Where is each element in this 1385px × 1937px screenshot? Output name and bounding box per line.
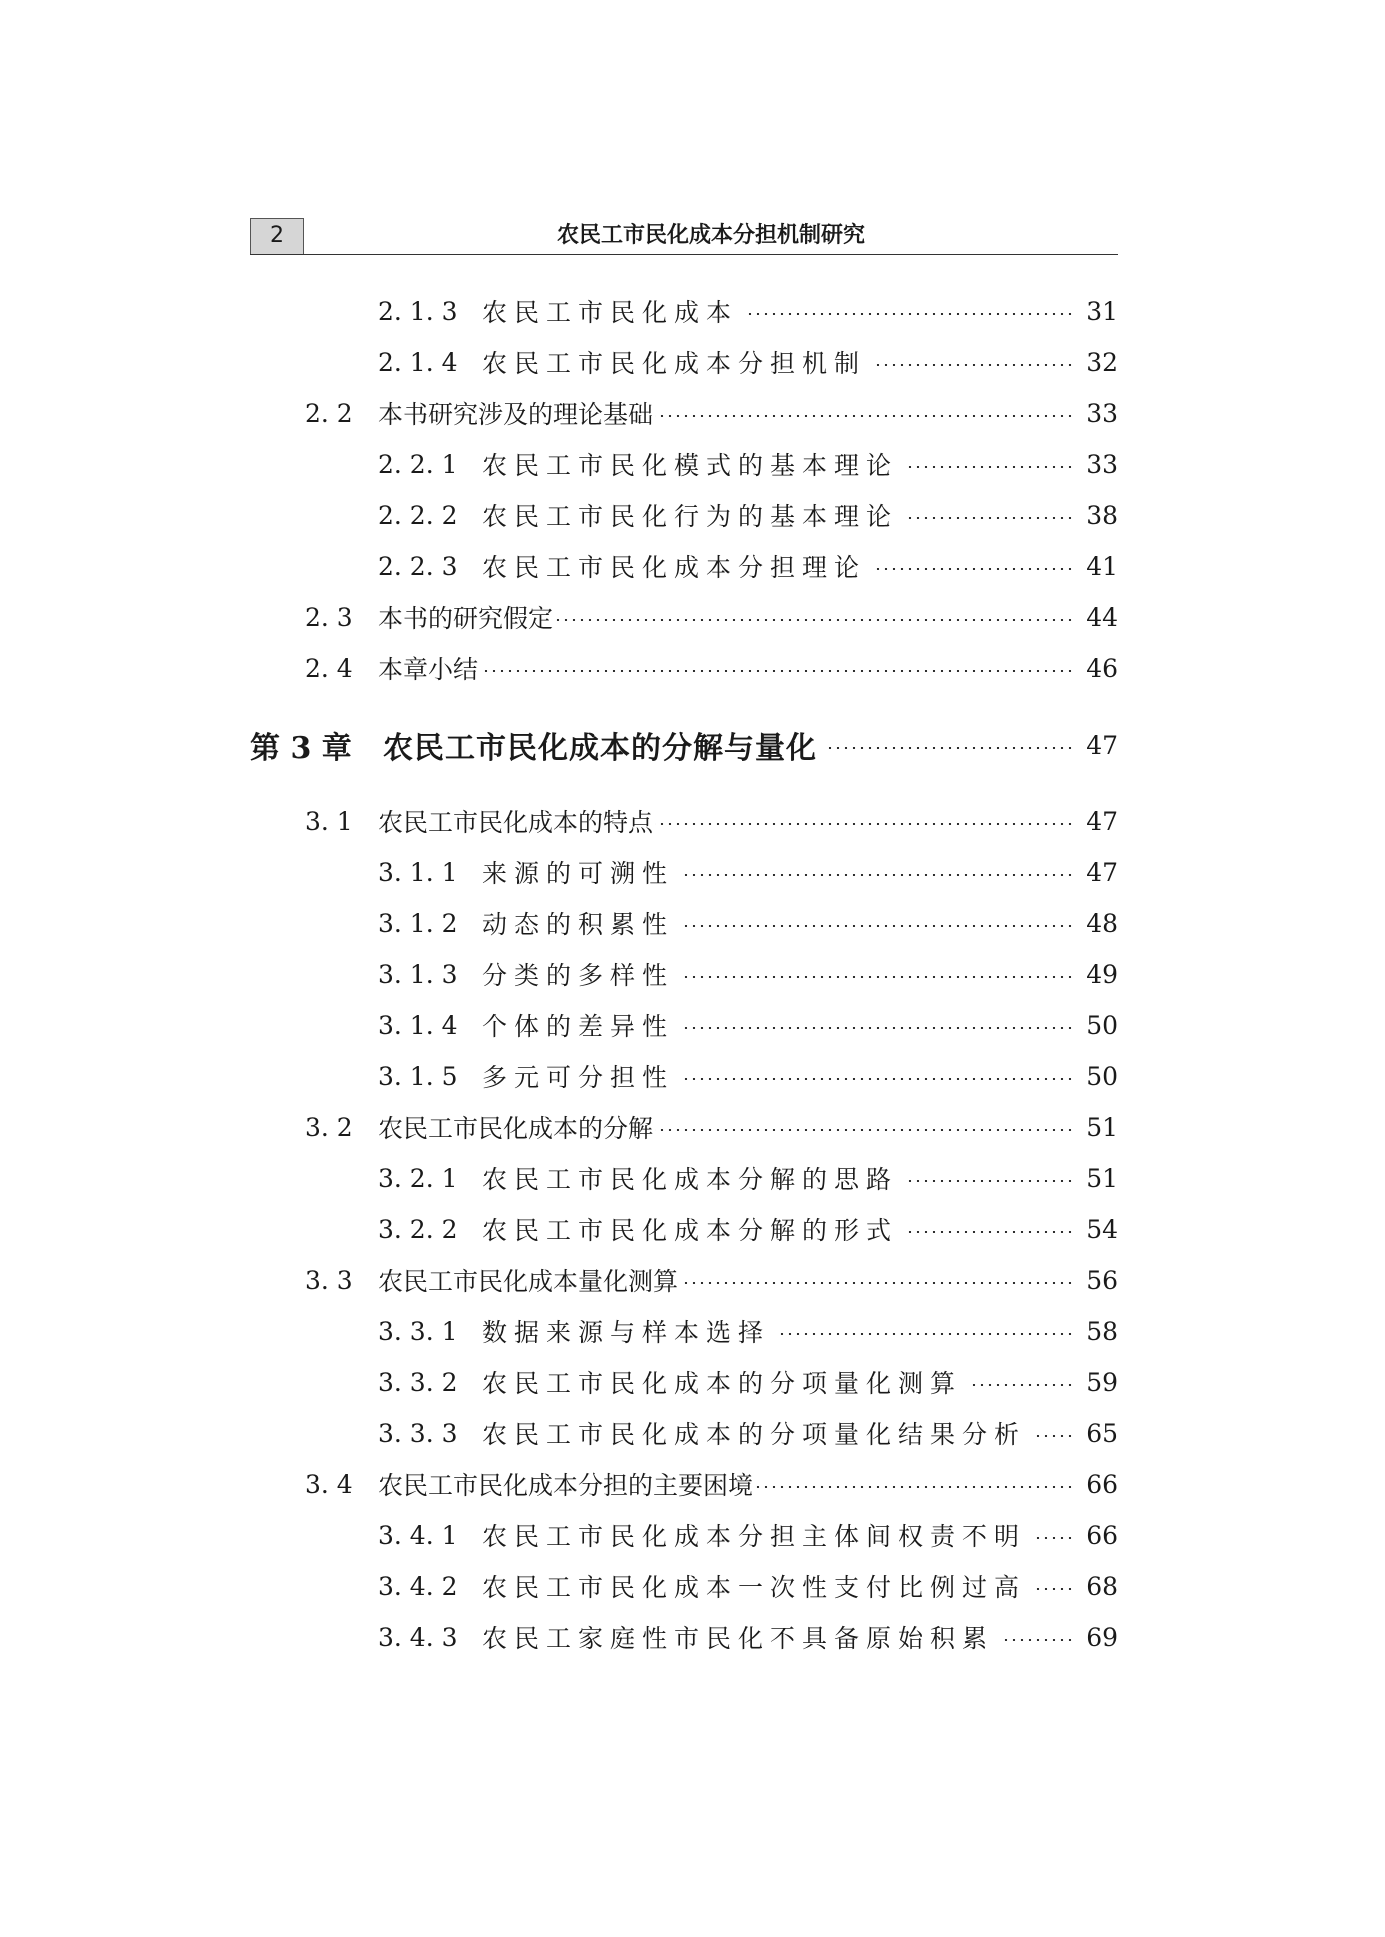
toc-entry[interactable] — [378, 444, 1118, 484]
section-title: 数据来源与样本选择 — [482, 1318, 771, 1347]
dot-leader — [655, 823, 1074, 825]
section-number: 3. 1. 4 — [378, 1010, 458, 1040]
page-ref: 49 — [1086, 959, 1118, 989]
section-title: 农民工市民化成本分担机制 — [482, 349, 867, 378]
dot-leader — [827, 747, 1074, 749]
book-title: 农民工市民化成本分担机制研究 — [556, 223, 865, 248]
toc-entry[interactable] — [305, 648, 1118, 688]
dot-leader — [684, 976, 1074, 978]
toc-entry[interactable] — [378, 852, 1118, 892]
page-ref: 56 — [1086, 1265, 1118, 1295]
toc-entry[interactable] — [378, 1362, 1118, 1402]
page-ref: 69 — [1086, 1622, 1118, 1652]
toc-entry[interactable] — [378, 342, 1118, 382]
section-number: 3. 4. 3 — [378, 1622, 458, 1652]
page-ref: 58 — [1086, 1316, 1118, 1346]
section-number: 2. 1. 4 — [378, 347, 458, 377]
toc-entry[interactable] — [378, 1158, 1118, 1198]
running-header — [250, 218, 1118, 255]
section-title: 农民工市民化成本分担的主要困境 — [378, 1471, 754, 1500]
page-ref: 31 — [1086, 296, 1118, 326]
section-title: 分类的多样性 — [482, 961, 675, 990]
section-title: 农民工市民化成本分担主体间权责不明 — [482, 1522, 1027, 1551]
page-ref: 51 — [1086, 1163, 1118, 1193]
dot-leader — [908, 1231, 1074, 1233]
dot-leader — [684, 1078, 1074, 1080]
section-number: 2. 2. 3 — [378, 551, 458, 581]
section-title: 本书研究涉及的理论基础 — [378, 400, 654, 429]
section-number: 3. 2. 1 — [378, 1163, 458, 1193]
section-number: 3. 3 — [305, 1265, 353, 1295]
section-title: 农民工市民化成本分解的形式 — [482, 1216, 899, 1245]
dot-leader — [1036, 1435, 1074, 1437]
page-ref: 38 — [1086, 500, 1118, 530]
section-number: 2. 1. 3 — [378, 296, 458, 326]
toc-entry[interactable] — [305, 801, 1118, 841]
section-number: 3. 2. 2 — [378, 1214, 458, 1244]
page-ref: 33 — [1086, 398, 1118, 428]
toc-entry[interactable] — [378, 546, 1118, 586]
section-number: 2. 4 — [305, 653, 353, 683]
section-title: 农民工市民化行为的基本理论 — [482, 502, 899, 531]
section-title: 个体的差异性 — [482, 1012, 675, 1041]
toc-entry[interactable] — [305, 1464, 1118, 1504]
toc-entry[interactable] — [378, 1209, 1118, 1249]
dot-leader — [1036, 1537, 1074, 1539]
toc-entry[interactable] — [305, 597, 1118, 637]
section-number: 3. 1 — [305, 806, 353, 836]
section-number: 3. 3. 3 — [378, 1418, 458, 1448]
dot-leader — [680, 1282, 1074, 1284]
toc-entry[interactable] — [378, 1311, 1118, 1351]
dot-leader — [876, 568, 1074, 570]
section-title: 农民工市民化成本的分项量化结果分析 — [482, 1420, 1027, 1449]
page-ref: 68 — [1086, 1571, 1118, 1601]
section-title: 农民工市民化成本的特点 — [378, 808, 654, 837]
toc-entry[interactable] — [378, 291, 1118, 331]
section-number: 2. 2 — [305, 398, 353, 428]
page-number: 2 — [250, 218, 304, 254]
section-number: 3. 2 — [305, 1112, 353, 1142]
toc-entry[interactable] — [378, 1617, 1118, 1657]
section-title: 动态的积累性 — [482, 910, 675, 939]
dot-leader — [655, 415, 1074, 417]
toc-entry[interactable] — [378, 1515, 1118, 1555]
dot-leader — [684, 874, 1074, 876]
toc-entry[interactable] — [378, 954, 1118, 994]
section-number: 3. 1. 3 — [378, 959, 458, 989]
page-ref: 47 — [1086, 730, 1118, 760]
section-number: 3. 1. 1 — [378, 857, 458, 887]
page-ref: 47 — [1086, 857, 1118, 887]
page-ref: 59 — [1086, 1367, 1118, 1397]
section-title: 农民工市民化成本量化测算 — [378, 1267, 679, 1296]
section-title: 本章小结 — [378, 655, 479, 684]
toc-entry[interactable] — [378, 1005, 1118, 1045]
page-ref: 33 — [1086, 449, 1118, 479]
dot-leader — [1036, 1588, 1074, 1590]
toc-entry[interactable] — [305, 1260, 1118, 1300]
page-ref: 51 — [1086, 1112, 1118, 1142]
dot-leader — [908, 517, 1074, 519]
dot-leader — [1004, 1639, 1074, 1641]
section-number: 2. 2. 1 — [378, 449, 458, 479]
section-number: 3. 1. 5 — [378, 1061, 458, 1091]
section-title: 农民工市民化成本的分解 — [378, 1114, 654, 1143]
dot-leader — [780, 1333, 1074, 1335]
section-title: 农民工市民化成本的分项量化测算 — [482, 1369, 963, 1398]
page-ref: 50 — [1086, 1010, 1118, 1040]
toc-entry[interactable] — [378, 903, 1118, 943]
section-number: 3. 4 — [305, 1469, 353, 1499]
section-title: 农民工市民化成本 — [482, 298, 739, 327]
section-title: 农民工家庭性市民化不具备原始积累 — [482, 1624, 995, 1653]
dot-leader — [748, 313, 1074, 315]
dot-leader — [908, 466, 1074, 468]
toc-entry[interactable] — [305, 393, 1118, 433]
page-ref: 54 — [1086, 1214, 1118, 1244]
section-title: 本书的研究假定 — [378, 604, 554, 633]
section-number: 2. 3 — [305, 602, 353, 632]
dot-leader — [755, 1486, 1074, 1488]
toc-entry[interactable] — [378, 1056, 1118, 1096]
chapter-title: 农民工市民化成本的分解与量化 — [383, 731, 817, 766]
dot-leader — [972, 1384, 1074, 1386]
dot-leader — [684, 1027, 1074, 1029]
page-ref: 50 — [1086, 1061, 1118, 1091]
dot-leader — [908, 1180, 1074, 1182]
section-number: 3. 3. 1 — [378, 1316, 458, 1346]
dot-leader — [655, 1129, 1074, 1131]
page-ref: 47 — [1086, 806, 1118, 836]
page-ref: 46 — [1086, 653, 1118, 683]
page-ref: 66 — [1086, 1520, 1118, 1550]
section-title: 农民工市民化成本分解的思路 — [482, 1165, 899, 1194]
section-number: 3. 4. 2 — [378, 1571, 458, 1601]
page-ref: 32 — [1086, 347, 1118, 377]
toc-entry[interactable] — [378, 495, 1118, 535]
toc-entry[interactable] — [378, 1566, 1118, 1606]
page-ref: 66 — [1086, 1469, 1118, 1499]
section-title: 农民工市民化模式的基本理论 — [482, 451, 899, 480]
page-ref: 41 — [1086, 551, 1118, 581]
section-number: 2. 2. 2 — [378, 500, 458, 530]
dot-leader — [876, 364, 1074, 366]
section-number: 3. 3. 2 — [378, 1367, 458, 1397]
page-ref: 48 — [1086, 908, 1118, 938]
dot-leader — [684, 925, 1074, 927]
section-number: 3. 4. 1 — [378, 1520, 458, 1550]
dot-leader — [555, 619, 1074, 621]
toc-entry[interactable] — [378, 1413, 1118, 1453]
dot-leader — [480, 670, 1074, 672]
toc-entry[interactable] — [305, 1107, 1118, 1147]
toc-chapter-entry[interactable] — [250, 720, 1118, 770]
section-title: 农民工市民化成本一次性支付比例过高 — [482, 1573, 1027, 1602]
section-number: 3. 1. 2 — [378, 908, 458, 938]
page-ref: 44 — [1086, 602, 1118, 632]
page-ref: 65 — [1086, 1418, 1118, 1448]
chapter-number: 第 3 章 — [250, 731, 352, 766]
section-title: 多元可分担性 — [482, 1063, 675, 1092]
section-title: 农民工市民化成本分担理论 — [482, 553, 867, 582]
section-title: 来源的可溯性 — [482, 859, 675, 888]
